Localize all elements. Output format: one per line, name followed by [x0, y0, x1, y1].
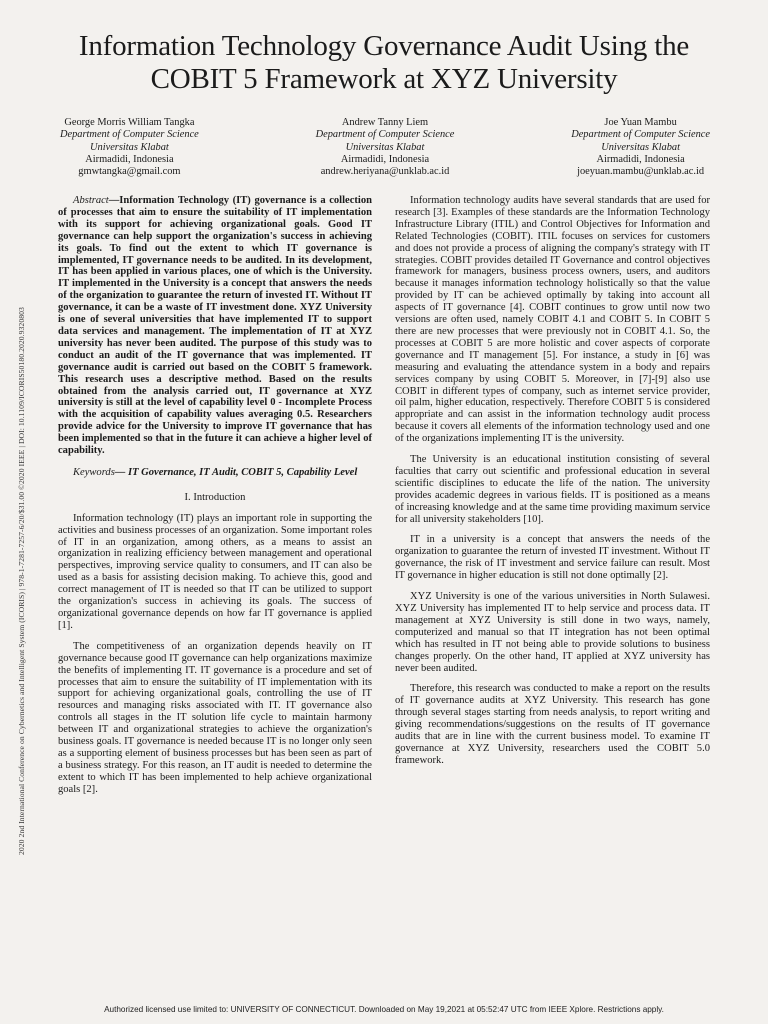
paragraph: Information technology (IT) plays an important role in supporting the activities and business processes of an organization. Some important roles of IT in an organization, among others, as a means to assist an organization in realizing efficiency between management and operational perspectives, improving service quality to consumers, and IT can also be used as a basis for assisting decision making. To achieve this, good and correct management of IT is needed so that IT can be utilized to support the organization's success in achieving its goals. The success of organizational governance depends on how far IT governance is applied [1]. [58, 512, 372, 631]
paragraph: IT in a university is a concept that answers the needs of the organization to guarantee the return of invested IT investment. Without IT governance, the risk of IT investment and service failure can result. Most IT governance in higher education is still not done optimally [2]. [395, 534, 710, 582]
paper-title: Information Technology Governance Audit Using the COBIT 5 Framework at XYZ University [78, 30, 690, 95]
abstract-text: —Information Technology (IT) governance is a collection of processes that aim to ensure the suitability of IT implementation with its support for achieving organizational goals. Good IT governance can help support the organization's success in achieving its goals. To find out the extent to which IT governance is implemented, IT governance needs to be audited. In its development, IT has been applied in various places, one of which is the University. IT implemented in the University is a concept that answers the needs of the organization to guarantee the return of invested IT. Without IT governance, it can be a waste of IT investment done. XYZ University is one of several universities that have implemented IT to support data services and management. The implementation of IT at XYZ university has never been audited. The purpose of this study was to conduct an audit of the IT governance that was implemented. IT governance audit is carried out based on the COBIT 5 framework. This research uses a descriptive method. Based on the results obtained from the analysis carried out, IT governance at XYZ university is still at the level of capability level 0 - Incomplete Process with the acquisition of capability values averaging 0.5. Researchers provide advice for the University to improve IT governance that has been implemented so that in the future it can achieve a higher level of capability. [58, 195, 372, 457]
abstract [58, 195, 372, 457]
keywords-lead: Keywords [73, 466, 115, 478]
paragraph: The competitiveness of an organization depends heavily on IT governance because good IT governance can help organizations maximize the benefits of implementing IT. IT governance is a procedure and set of processes that aim to ensure the suitability of IT implementation with its support for achieving organizational goals, controlling the use of IT resources and managing risks associated with IT. IT governance also controls all stages in the IT solution life cycle to maintain harmony between IT and organizational strategies to achieve the organization's business goals. IT governance is needed because IT is no longer only seen as a supporting element of business processes but has been seen as part of a business strategy. For this reason, an IT audit is needed to determine the extent to which IT has been implemented to help achieve organizational goals [2]. [58, 640, 372, 795]
author-city: Airmadidi, Indonesia [340, 153, 430, 165]
author-block [60, 117, 710, 178]
keywords-text: — IT Governance, IT Audit, COBIT 5, Capability Level [114, 466, 358, 478]
author-name: George Morris William Tangka [64, 117, 195, 128]
paragraph: XYZ University is one of the various universities in North Sulawesi. XYZ University has implemented IT to help service and process data. IT management at XYZ University is still done in two ways, namely, computerized and manual so that IT integration has not been optimal which has resulted in IT not being able to provide solutions to business changes properly. On the other hand, IT applied at XYZ university has never been audited. [395, 591, 710, 674]
author-university: Universitas Klabat [90, 141, 169, 153]
author-1 [60, 117, 199, 178]
author-name: Joe Yuan Mambu [604, 117, 677, 128]
author-university: Universitas Klabat [345, 141, 425, 153]
author-email: andrew.heriyana@unklab.ac.id [320, 166, 450, 178]
right-column [395, 195, 710, 767]
license-footer: Authorized licensed use limited to: UNIVERSITY OF CONNECTICUT. Downloaded on May 19,2021 at 05:52:47 UTC from IEEE Xplore. Restrictions apply. [104, 1005, 664, 1014]
keywords [58, 467, 372, 479]
author-department: Department of Computer Science [571, 129, 710, 141]
paragraph: Therefore, this research was conducted to make a report on the results of IT governance audits at XYZ University. This research has gone through several stages starting from needs analysis, to report writing and giving recommendations/suggestions on the results of IT governance audits that are in line with the current business model. To examine IT governance at XYZ University, researchers used the COBIT 5.0 framework. [395, 683, 710, 766]
paragraph: Information technology audits have several standards that are used for research [3]. Examples of these standards are the Information Technology Infrastructure Library (ITIL) and Control Objectives for Information and Related Technologies (COBIT). ITIL focuses on services for customers and does not provide a process of aligning the company's strategy with IT strategies. COBIT provides detailed IT Governance and control objectives framework for managers, business process owners, users, and auditors because it manages information technology holistically so that the value provided by IT can be achieved optimally by taking into account all aspects of IT governance [4]. COBIT continues to grow until now two versions are often used, namely COBIT 4.1 and COBIT 5. In COBIT 5 there are new processes that were previously not in COBIT 4.1. So, the processes at COBIT 5 are more holistic and cover aspects of corporate governance and IT management [5]. For instance, a study in [6] was measuring and evaluating the attendance system in a body and repairs services company by using COBIT 5. Moreover, in [7]-[9] also use COBIT in different types of company, such as internet service provider, oil palm, higher education, respectively. Therefore COBIT 5 is considered appropriate and can assist in the information technology audit process because it covers all elements of the information technology used and one of the organizations implementing IT is the university. [395, 195, 710, 445]
author-city: Airmadidi, Indonesia [85, 153, 174, 165]
author-department: Department of Computer Science [315, 129, 455, 141]
author-2 [316, 117, 455, 178]
section-heading: I. Introduction [184, 491, 246, 503]
conference-sidebar: 2020 2nd International Conference on Cybernetics and Intelligent System (ICORIS) | 978-1-7281-7257-6/20/$31.00 ©2020 IEEE | DOI: 10.1109/ICORIS50180.2020.9320803 [17, 307, 26, 855]
author-city: Airmadidi, Indonesia [596, 153, 685, 165]
author-email: joeyuan.mambu@unklab.ac.id [577, 166, 705, 178]
abstract-lead: Abstract [73, 195, 109, 206]
author-university: Universitas Klabat [601, 141, 680, 153]
author-3 [571, 117, 710, 178]
author-email: gmwtangka@gmail.com [78, 166, 181, 178]
author-department: Department of Computer Science [60, 129, 199, 141]
author-name: Andrew Tanny Liem [341, 117, 429, 128]
left-column [58, 195, 372, 796]
paragraph: The University is an educational institution consisting of several faculties that carry out scientific and professional education in several scientific disciplines to educate the life of the nation. The university provides academic degrees in various fields. IT is positioned as a means of increasing knowledge and at the same time providing maximum service for all university stakeholders [10]. [395, 454, 710, 525]
